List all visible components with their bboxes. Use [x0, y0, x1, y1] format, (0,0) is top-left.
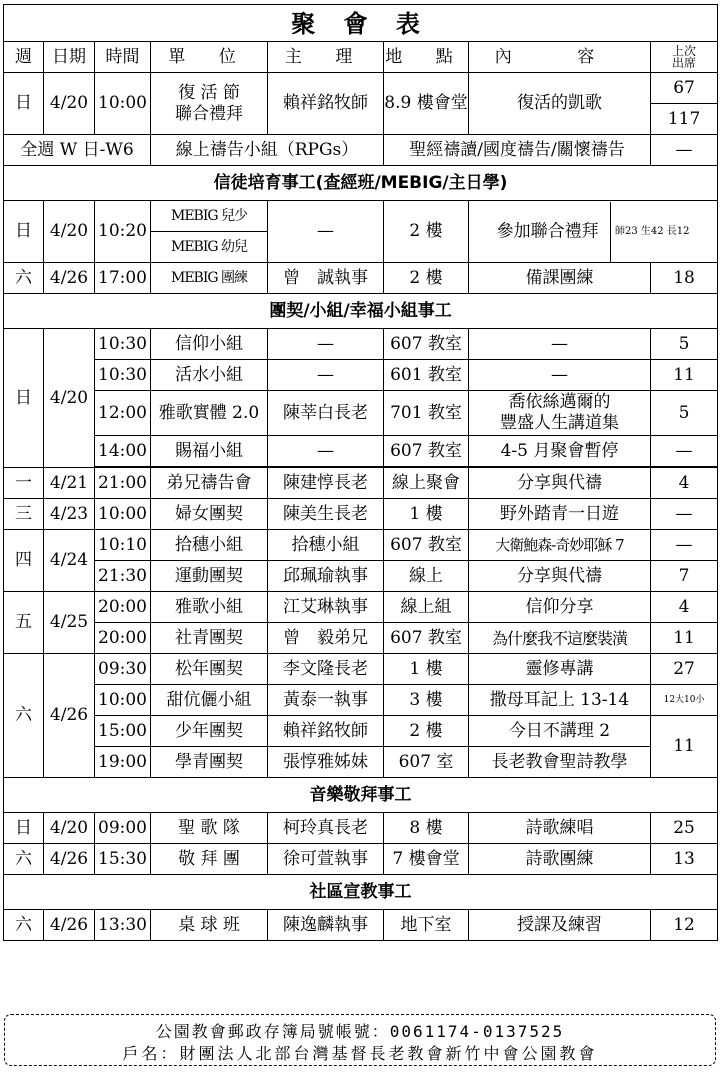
leader-cell: —	[268, 329, 384, 360]
unit-cell: 活水小組	[151, 360, 268, 391]
content-cell: 復活的凱歌	[469, 73, 651, 135]
attendance-cell: 117	[651, 104, 718, 135]
leader-cell: 張惇雅姊妹	[268, 747, 384, 778]
table-row	[4, 360, 718, 391]
unit-cell: MEBIG 兒少	[151, 201, 268, 232]
time-cell: 10:10	[95, 530, 151, 561]
time-cell: 14:00	[95, 436, 151, 467]
table-row	[4, 685, 718, 716]
bank-account-box	[4, 1014, 716, 1066]
time-cell: 10:00	[95, 499, 151, 530]
page-title: 聚 會 表	[4, 5, 718, 42]
content-cell: 喬依絲邁爾的 豐盛人生講道集	[469, 391, 651, 436]
attendance-cell: —	[651, 499, 718, 530]
place-cell: 8.9 樓會堂	[384, 73, 469, 135]
unit-cell: 線上禱告小組（RPGs）	[151, 135, 384, 166]
leader-cell: —	[268, 360, 384, 391]
section-title: 團契/小組/幸福小組事工	[4, 294, 718, 329]
section-title: 信徒培育事工(查經班/MEBIG/主日學)	[4, 166, 718, 201]
table-row	[4, 391, 718, 436]
time-cell: 15:30	[95, 844, 151, 875]
place-cell: 3 樓	[384, 685, 469, 716]
content-cell: 大衛鮑森-奇妙耶穌 7	[469, 530, 651, 561]
place-cell: 607 教室	[384, 436, 469, 467]
content-cell: 4-5 月聚會暫停	[469, 436, 651, 467]
time-cell: 21:00	[95, 468, 151, 499]
place-cell: 7 樓會堂	[384, 844, 469, 875]
unit-cell: 拾穗小組	[151, 530, 268, 561]
leader-cell: 柯玲真長老	[268, 813, 384, 844]
content-cell	[469, 201, 718, 263]
header-date: 日期	[44, 42, 95, 73]
attendance-cell: 11	[651, 360, 718, 391]
table-row	[4, 716, 718, 747]
leader-cell: —	[268, 436, 384, 467]
section-title: 音樂敬拜事工	[4, 778, 718, 813]
week-cell: 四	[4, 530, 44, 592]
header-content: 內 容	[469, 42, 651, 73]
header-row	[4, 42, 718, 73]
time-cell: 10:30	[95, 329, 151, 360]
attendance-cell: 27	[651, 654, 718, 685]
content-cell: 詩歌團練	[469, 844, 651, 875]
unit-cell: 賜福小組	[151, 436, 268, 467]
leader-cell: 陳美生長老	[268, 499, 384, 530]
date-cell: 4/26	[44, 844, 95, 875]
date-cell: 4/26	[44, 263, 95, 294]
week-cell: 日	[4, 201, 44, 263]
content-cell: 長老教會聖詩教學	[469, 747, 651, 778]
table-row	[4, 499, 718, 530]
place-cell: 607 教室	[384, 623, 469, 654]
attendance-cell: 67	[651, 73, 718, 104]
leader-cell: 江艾琳執事	[268, 592, 384, 623]
unit-cell: MEBIG 團練	[151, 263, 268, 294]
table-row	[4, 201, 718, 232]
unit-cell: MEBIG 幼兒	[151, 232, 268, 263]
unit-cell: 社青團契	[151, 623, 268, 654]
place-cell: 2 樓	[384, 716, 469, 747]
place-cell: 8 樓	[384, 813, 469, 844]
time-cell: 20:00	[95, 592, 151, 623]
table-row	[4, 329, 718, 360]
content-cell: 分享與代禱	[469, 561, 651, 592]
place-cell: 2 樓	[384, 201, 469, 263]
leader-cell: 拾穗小組	[268, 530, 384, 561]
time-cell: 10:00	[95, 73, 151, 135]
leader-cell: 賴祥銘牧師	[268, 73, 384, 135]
content-cell: 今日不講理 2	[469, 716, 651, 747]
table-row	[4, 468, 718, 499]
content-cell: 詩歌練唱	[469, 813, 651, 844]
meeting-table	[3, 4, 718, 941]
week-cell: 日	[4, 813, 44, 844]
week-cell: 六	[4, 910, 44, 941]
table-row	[4, 73, 718, 104]
week-cell: 六	[4, 654, 44, 778]
unit-cell: 學青團契	[151, 747, 268, 778]
unit-cell: 少年團契	[151, 716, 268, 747]
attendance-cell: —	[651, 436, 718, 467]
week-cell: 日	[4, 73, 44, 135]
table-row	[4, 747, 718, 778]
unit-cell: 信仰小組	[151, 329, 268, 360]
leader-cell: 陳建惇長老	[268, 468, 384, 499]
span-cell: 全週 W 日-W6	[4, 135, 151, 166]
date-cell: 4/20	[44, 73, 95, 135]
attendance-cell: 7	[651, 561, 718, 592]
time-cell: 21:30	[95, 561, 151, 592]
place-cell: 線上組	[384, 592, 469, 623]
place-cell: 607 室	[384, 747, 469, 778]
unit-cell: 甜伉儷小組	[151, 685, 268, 716]
attendance-cell: —	[651, 135, 718, 166]
place-cell: 607 教室	[384, 530, 469, 561]
unit-cell: 敬 拜 團	[151, 844, 268, 875]
header-unit: 單 位	[151, 42, 268, 73]
place-cell: 1 樓	[384, 499, 469, 530]
place-cell: 701 教室	[384, 391, 469, 436]
date-cell: 4/26	[44, 910, 95, 941]
content-cell: 授課及練習	[469, 910, 651, 941]
attendance-cell: 25	[651, 813, 718, 844]
table-row	[4, 263, 718, 294]
header-leader: 主 理	[268, 42, 384, 73]
unit-cell: 聖 歌 隊	[151, 813, 268, 844]
content-cell: 為什麼我不這麼裝潢	[469, 623, 651, 654]
place-cell: 1 樓	[384, 654, 469, 685]
attendance-cell: 11	[651, 623, 718, 654]
content-cell: 聖經禱讀/國度禱告/關懷禱告	[384, 135, 651, 166]
leader-cell: 曾 毅弟兄	[268, 623, 384, 654]
time-cell: 17:00	[95, 263, 151, 294]
place-cell: 線上	[384, 561, 469, 592]
time-cell: 09:30	[95, 654, 151, 685]
time-cell: 10:00	[95, 685, 151, 716]
header-place: 地 點	[384, 42, 469, 73]
attendance-cell: 4	[651, 468, 718, 499]
date-cell: 4/20	[44, 201, 95, 263]
place-cell: 2 樓	[384, 263, 469, 294]
section-title: 社區宣教事工	[4, 875, 718, 910]
unit-cell: 弟兄禱告會	[151, 468, 268, 499]
time-cell: 19:00	[95, 747, 151, 778]
place-cell: 線上聚會	[384, 468, 469, 499]
unit-cell: 復 活 節 聯合禮拜	[151, 73, 268, 135]
table-row	[4, 813, 718, 844]
content-cell: 信仰分享	[469, 592, 651, 623]
week-cell: 三	[4, 499, 44, 530]
content-cell: 野外踏青一日遊	[469, 499, 651, 530]
content-cell: 分享與代禱	[469, 468, 651, 499]
week-cell: 六	[4, 844, 44, 875]
place-cell: 601 教室	[384, 360, 469, 391]
attendance-cell: 11	[651, 716, 718, 778]
date-cell: 4/20	[44, 813, 95, 844]
header-week: 週	[4, 42, 44, 73]
attendance-cell: 18	[651, 263, 718, 294]
attendance-note: 師23 生42 長12	[610, 202, 690, 262]
table-row	[4, 623, 718, 654]
week-cell: 日	[4, 329, 44, 468]
unit-cell: 桌 球 班	[151, 910, 268, 941]
attendance-cell: 13	[651, 844, 718, 875]
time-cell: 15:00	[95, 716, 151, 747]
time-cell: 13:30	[95, 910, 151, 941]
date-cell: 4/25	[44, 592, 95, 654]
content-cell: —	[469, 360, 651, 391]
leader-cell: —	[268, 201, 384, 263]
leader-cell: 黃泰一執事	[268, 685, 384, 716]
header-attendance: 上次出席	[651, 42, 718, 73]
leader-cell: 曾 誠執事	[268, 263, 384, 294]
table-row	[4, 910, 718, 941]
leader-cell: 陳莘白長老	[268, 391, 384, 436]
unit-cell: 雅歌小組	[151, 592, 268, 623]
date-cell: 4/24	[44, 530, 95, 592]
schedule-sheet	[3, 4, 717, 941]
unit-cell: 運動團契	[151, 561, 268, 592]
week-cell: 六	[4, 263, 44, 294]
unit-cell: 婦女團契	[151, 499, 268, 530]
table-row	[4, 436, 718, 467]
content-cell: 撒母耳記上 13-14	[469, 685, 651, 716]
date-cell: 4/20	[44, 329, 95, 468]
content-cell: 備課團練	[469, 263, 651, 294]
time-cell: 10:20	[95, 201, 151, 263]
content-cell: —	[469, 329, 651, 360]
attendance-cell: 12	[651, 910, 718, 941]
content-text: 參加聯合禮拜	[496, 221, 599, 241]
account-name: 戶名：財團法人北部台灣基督長老教會新竹中會公園教會	[122, 1044, 598, 1063]
content-cell: 靈修專講	[469, 654, 651, 685]
place-cell: 地下室	[384, 910, 469, 941]
leader-cell: 徐可萱執事	[268, 844, 384, 875]
time-cell: 20:00	[95, 623, 151, 654]
table-row	[4, 592, 718, 623]
time-cell: 10:30	[95, 360, 151, 391]
leader-cell: 陳逸麟執事	[268, 910, 384, 941]
attendance-cell: —	[651, 530, 718, 561]
place-cell: 607 教室	[384, 329, 469, 360]
week-cell: 一	[4, 468, 44, 499]
leader-cell: 賴祥銘牧師	[268, 716, 384, 747]
date-cell: 4/26	[44, 654, 95, 778]
attendance-cell: 5	[651, 391, 718, 436]
header-time: 時間	[95, 42, 151, 73]
account-number: 公園教會郵政存簿局號帳號：0061174-0137525	[155, 1022, 565, 1041]
table-row	[4, 844, 718, 875]
unit-cell: 雅歌實體 2.0	[151, 391, 268, 436]
week-cell: 五	[4, 592, 44, 654]
table-row	[4, 530, 718, 561]
date-cell: 4/23	[44, 499, 95, 530]
table-row	[4, 654, 718, 685]
date-cell: 4/21	[44, 468, 95, 499]
table-row	[4, 561, 718, 592]
time-cell: 09:00	[95, 813, 151, 844]
attendance-cell: 12大10小	[651, 685, 718, 716]
unit-cell: 松年團契	[151, 654, 268, 685]
leader-cell: 邱珮瑜執事	[268, 561, 384, 592]
leader-cell: 李文隆長老	[268, 654, 384, 685]
attendance-cell: 5	[651, 329, 718, 360]
time-cell: 12:00	[95, 391, 151, 436]
attendance-cell: 4	[651, 592, 718, 623]
table-row	[4, 135, 718, 166]
